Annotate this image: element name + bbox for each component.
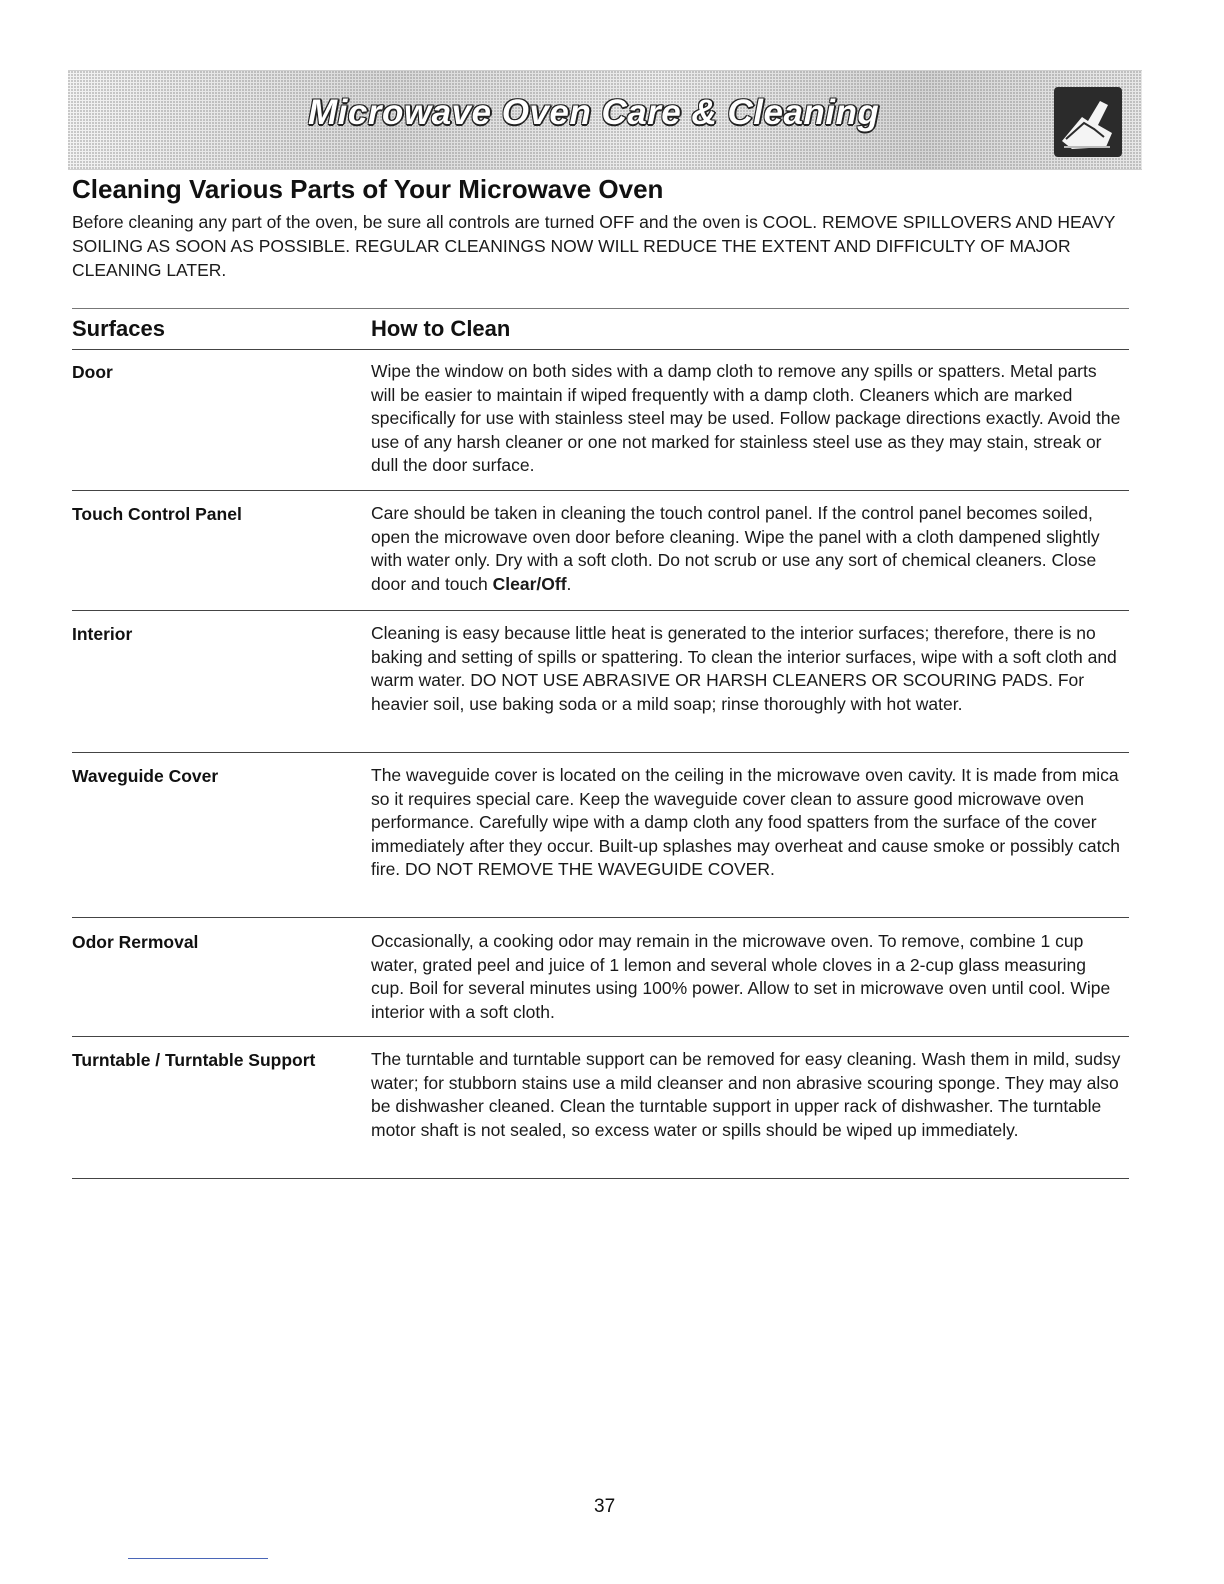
row-divider [72, 1036, 1129, 1037]
row-text-interior: Cleaning is easy because little heat is generated to the interior surfaces; therefore, there is no baking and setting of spills or spattering. To clean the interior surfaces, wipe with a soft cloth and warm water. DO NOT USE ABRASIVE OR HARSH CLEANERS OR SCOURING PADS. For heavier soil, use baking soda or a mild soap; rinse thoroughly with hot water. [371, 623, 1117, 714]
row-label-touch-control-panel: Touch Control Panel [72, 504, 242, 524]
cleaning-hand-icon [1054, 87, 1122, 157]
row-divider [72, 610, 1129, 611]
row-label-interior: Interior [72, 624, 133, 644]
row-label-turntable: Turntable / Turntable Support [72, 1050, 316, 1070]
row-text-odor-removal: Occasionally, a cooking odor may remain in the microwave oven. To remove, combine 1 cup water, grated peel and juice of 1 lemon and several whole cloves in a 2-cup glass measuring cup. Boil for several minutes using 100% power. Allow to set in microwave oven until cool. Wipe interior with a soft cloth. [371, 931, 1111, 1022]
row-text-end: . [566, 573, 572, 594]
section-title: Cleaning Various Parts of Your Microwave Oven [72, 174, 664, 204]
row-text-door: Wipe the window on both sides with a damp cloth to remove any spills or spatters. Metal parts will be easier to maintain if wiped frequently with a damp cloth. Cleaners which are marked specifically for use with stainless steel may be used. Follow package directions exactly. Avoid the use of any harsh cleaner or one not marked for stainless steel use as they may stain, streak or dull the door surface. [371, 361, 1121, 475]
table-header-rule [72, 349, 1129, 350]
row-divider [72, 490, 1129, 491]
intro-paragraph: Before cleaning any part of the oven, be sure all controls are turned OFF and the oven is COOL. REMOVE SPILLOVERS AND HEAVY SOILING AS SOON AS POSSIBLE. REGULAR CLEANINGS NOW WILL REDUCE THE EXTENT AND DIFFICULTY OF MAJOR CLEANING LATER. [72, 212, 1116, 280]
table-bottom-rule [72, 1178, 1129, 1179]
row-text-touch-control-panel [371, 502, 1121, 596]
header-banner [68, 70, 1142, 170]
header-surfaces: Surfaces [72, 316, 165, 341]
row-divider [72, 917, 1129, 918]
row-text-turntable: The turntable and turntable support can be removed for easy cleaning. Wash them in mild, sudsy water; for stubborn stains use a mild cleanser and non abrasive scouring sponge. They may also be dishwasher cleaned. Clean the turntable support in upper rack of dishwasher. The turntable motor shaft is not sealed, so excess water or spills should be wiped up immediately. [371, 1049, 1121, 1140]
row-text-waveguide-cover: The waveguide cover is located on the ceiling in the microwave oven cavity. It is made from mica so it requires special care. Keep the waveguide cover clean to assure good microwave oven performance. Carefully wipe with a damp cloth any food spatters from the surface of the cover immediately after they occur. Built-up splashes may overheat and cause smoke or possibly catch fire. DO NOT REMOVE THE WAVEGUIDE COVER. [371, 765, 1120, 879]
row-label-odor-removal: Odor Rermoval [72, 932, 199, 952]
row-label-waveguide-cover: Waveguide Cover [72, 766, 219, 786]
row-label-door: Door [72, 362, 113, 382]
footer-line [128, 1558, 268, 1559]
header-how-to-clean: How to Clean [371, 316, 511, 341]
banner-title: Microwave Oven Care & Cleaning [308, 93, 880, 132]
row-divider [72, 752, 1129, 753]
row-text-main: Care should be taken in cleaning the touch control panel. If the control panel becomes soiled, open the microwave oven door before cleaning. Wipe the panel with a cloth dampened slightly with water only. Dry with a soft cloth. Do not scrub or use any sort of chemical cleaners. Close door and touch [371, 503, 1100, 594]
page-number: 37 [594, 1496, 616, 1517]
table-top-rule [72, 308, 1129, 309]
clear-off-keyword: Clear/Off [492, 573, 567, 594]
